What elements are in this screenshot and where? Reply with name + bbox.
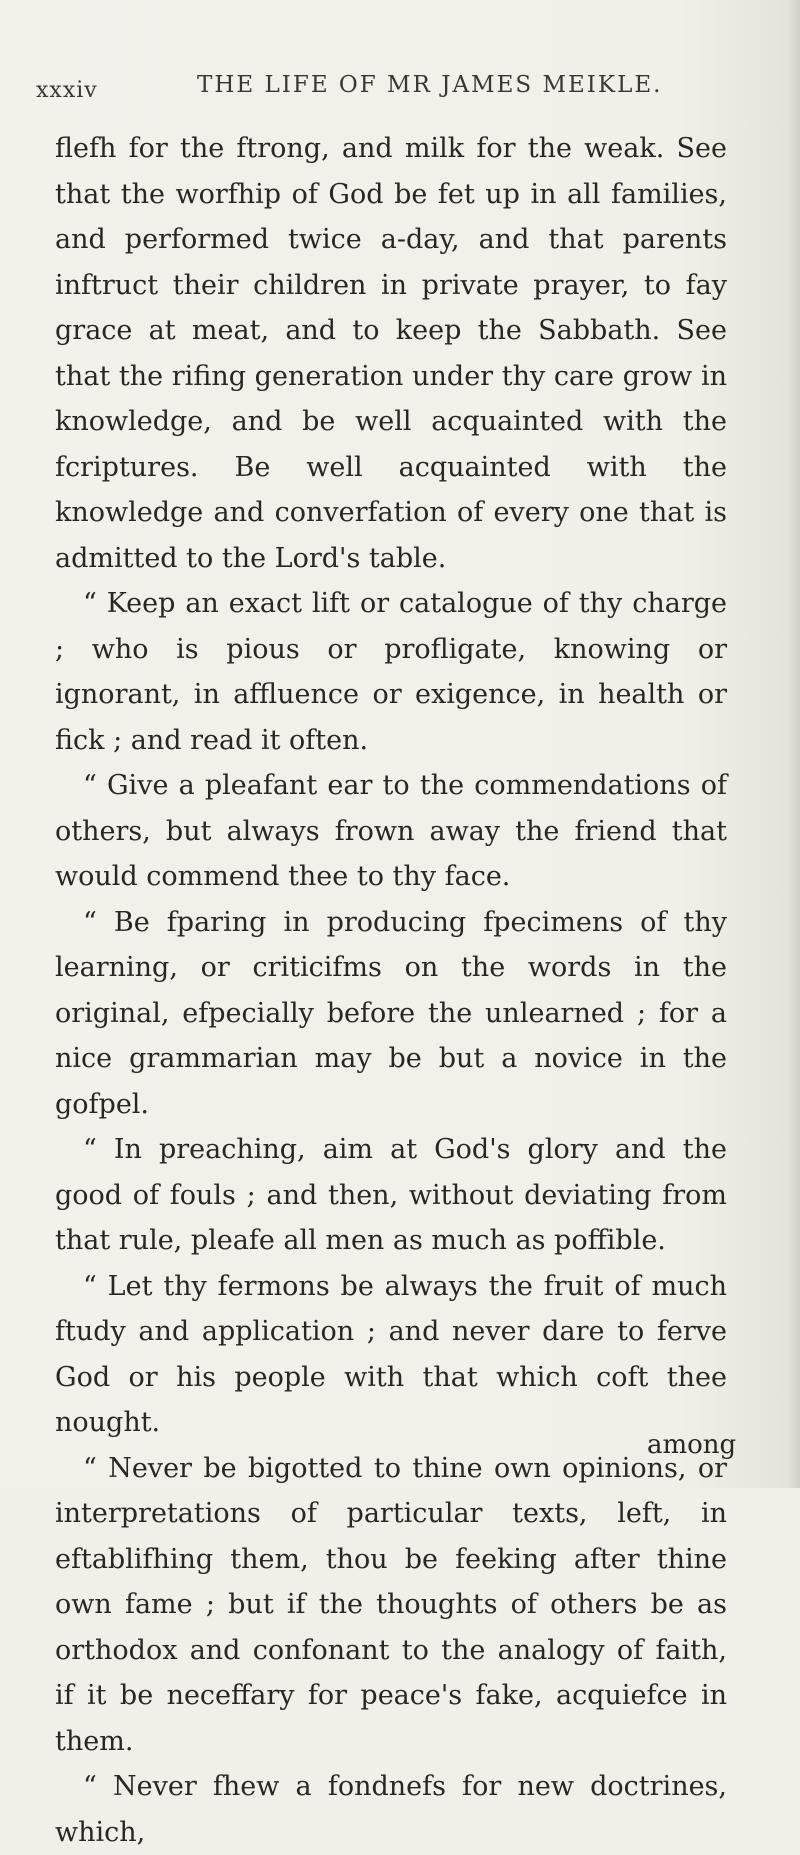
paragraph: flefh for the ftrong, and milk for the weak. See that the worfhip of God be fet up in all families, and performed twice a-day, and that parents inftruct their children in private prayer, to fay grace at meat, and to keep the Sabbath. See that the rifing generation under thy care grow in knowledge, and be well acquainted with the fcriptures. Be well acquainted with the knowledge and converfation of every one that is admitted to the Lord's table. [55,133,727,574]
page-number: xxxiv [36,78,98,103]
running-head: THE LIFE OF MR JAMES MEIKLE. [197,72,663,98]
catchword: among [647,1430,737,1460]
paragraph: “ Never be bigotted to thine own opinions, or interpretations of particular texts, left, in eftablifhing them, thou be feeking after thine own fame ; but if the thoughts of others be as orthodox and confonant to the analogy of faith, if it be neceffary for peace's fake, acquiefce in them. [55,1452,727,1757]
paragraph: “ Be fparing in producing fpecimens of thy learning, or criticifms on the words in the original, efpecially before the unlearned ; for a nice grammarian may be but a novice in the gofpel. [55,906,727,1120]
page-edge-shadow [786,0,800,1488]
page-header [36,72,736,108]
paragraph: “ Never fhew a fondnefs for new doctrines, which, [55,1771,727,1848]
paragraph: “ Let thy fermons be always the fruit of much ftudy and application ; and never dare to ferve God or his people with that which coft thee nought. [55,1270,727,1438]
paragraph: “ Keep an exact lift or catalogue of thy charge ; who is pious or profligate, knowing or ignorant, in affluence or exigence, in health or fick ; and read it often. [55,588,727,756]
paragraph: “ In preaching, aim at God's glory and the good of fouls ; and then, without deviating from that rule, pleafe all men as much as poffible. [55,1134,727,1256]
body-text [55,126,727,1855]
paragraph: “ Give a pleafant ear to the commendations of others, but always frown away the friend that would commend thee to thy face. [55,770,727,892]
